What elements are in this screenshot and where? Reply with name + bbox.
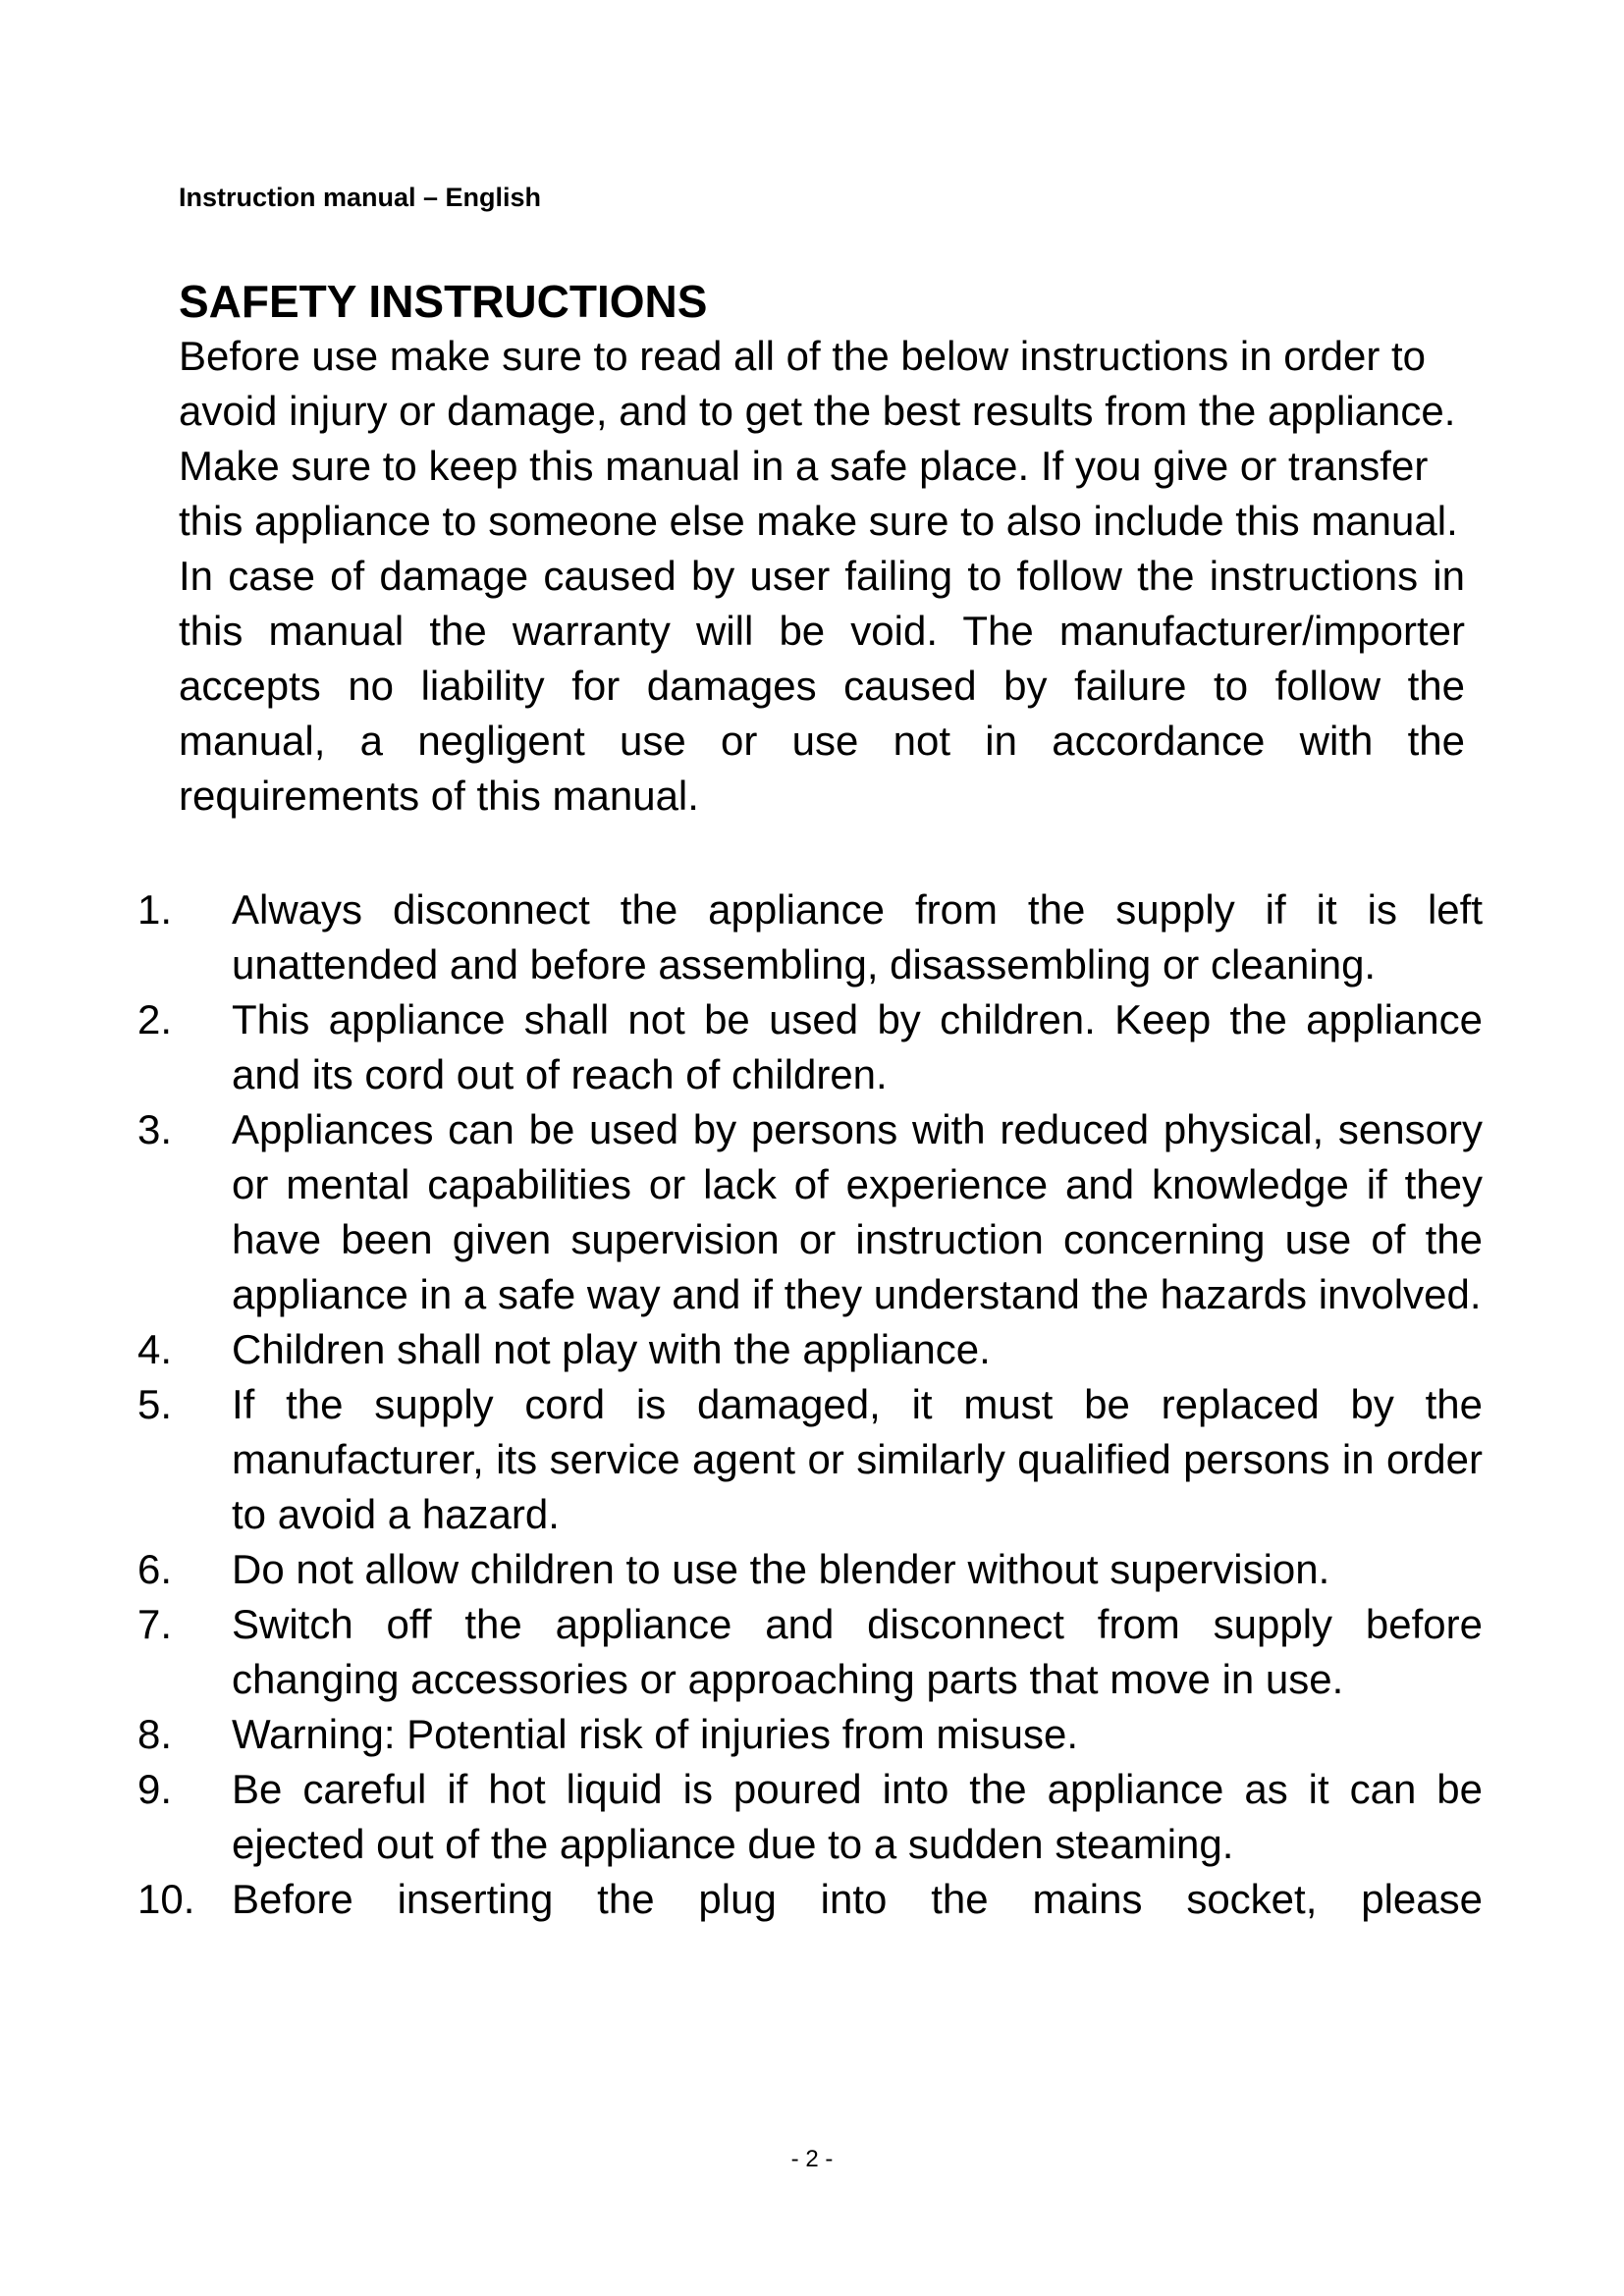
- page-number: - 2 -: [790, 2146, 834, 2172]
- instruction-text: Before inserting the plug into the mains socket, please: [232, 1876, 1483, 1922]
- safety-instructions-list: [137, 882, 1483, 1927]
- instruction-number: 5.: [137, 1381, 173, 1427]
- instruction-number: 8.: [137, 1711, 173, 1757]
- instruction-item: [137, 1762, 1483, 1872]
- instruction-number: 9.: [137, 1766, 173, 1812]
- instruction-item: [137, 1542, 1483, 1597]
- instruction-item: [137, 1872, 1483, 1927]
- instruction-text: Warning: Potential risk of injuries from misuse.: [232, 1711, 1079, 1757]
- instruction-text: Children shall not play with the appliance.: [232, 1326, 991, 1372]
- intro-paragraph-usage: Before use make sure to read all of the below instructions in order to avoid injury or damage, and to get the best results from the appliance. Make sure to keep this manual in a safe place. If you give or transfer this appliance to someone else make sure to also include this manual.: [179, 333, 1458, 544]
- instruction-item: [137, 1102, 1483, 1322]
- instruction-item: [137, 1597, 1483, 1707]
- section-title: SAFETY INSTRUCTIONS: [179, 276, 708, 327]
- instruction-number: 1.: [137, 886, 173, 933]
- instruction-text: Always disconnect the appliance from the supply if it is left unattended and before assembling, disassembling or cleaning.: [232, 886, 1483, 988]
- intro-paragraph-warranty: In case of damage caused by user failing to follow the instructions in this manual the warranty will be void. The manufacturer/importer accepts no liability for damages caused by failure to follow the manual, a negligent use or use not in accordance with the requirements of this manual.: [179, 553, 1465, 819]
- instruction-text: Switch off the appliance and disconnect from supply before changing accessories or approaching parts that move in use.: [232, 1601, 1483, 1702]
- instruction-number: 6.: [137, 1546, 173, 1592]
- instruction-item: [137, 882, 1483, 992]
- instruction-text: Do not allow children to use the blender without supervision.: [232, 1546, 1330, 1592]
- instruction-text: Be careful if hot liquid is poured into the appliance as it can be ejected out of the appliance due to a sudden steaming.: [232, 1766, 1483, 1867]
- intro-text: [179, 329, 1465, 824]
- instruction-number: 4.: [137, 1326, 173, 1372]
- instruction-item: [137, 1322, 1483, 1377]
- instruction-item: [137, 1707, 1483, 1762]
- instruction-text: Appliances can be used by persons with reduced physical, sensory or mental capabilities or lack of experience and knowledge if they have been given supervision or instruction concerning use of the appliance in a safe way and if they understand the hazards involved.: [232, 1106, 1483, 1317]
- instruction-text: This appliance shall not be used by children. Keep the appliance and its cord out of reach of children.: [232, 996, 1483, 1097]
- instruction-number: 10.: [137, 1876, 195, 1922]
- instruction-number: 3.: [137, 1106, 173, 1152]
- instruction-text: If the supply cord is damaged, it must be replaced by the manufacturer, its service agent or similarly qualified persons in order to avoid a hazard.: [232, 1381, 1483, 1537]
- instruction-item: [137, 992, 1483, 1102]
- instruction-item: [137, 1377, 1483, 1542]
- document-header-label: Instruction manual – English: [179, 183, 542, 212]
- instruction-number: 2.: [137, 996, 173, 1042]
- instruction-number: 7.: [137, 1601, 173, 1647]
